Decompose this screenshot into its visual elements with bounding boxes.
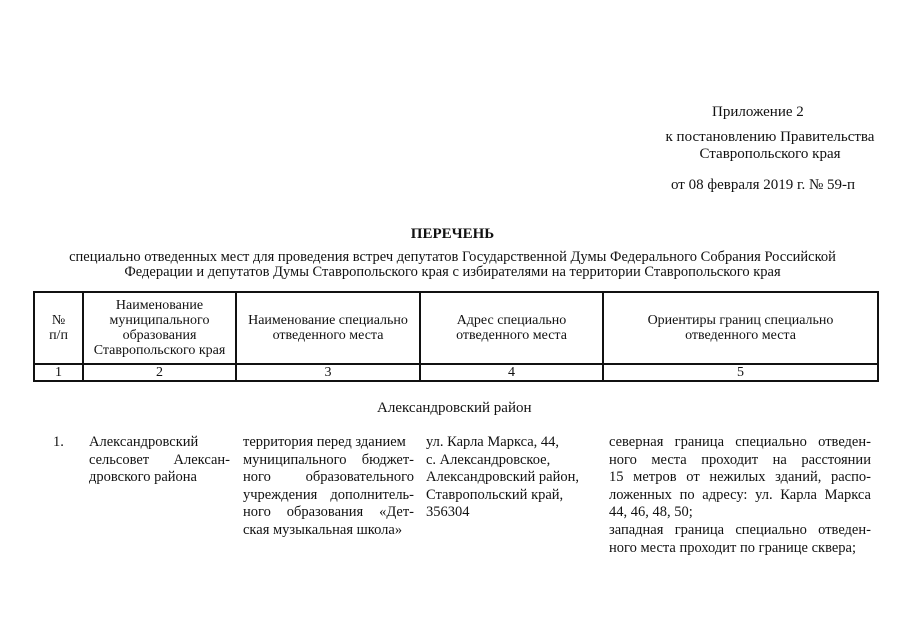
- text-line: Александровский район,: [426, 469, 579, 486]
- word: ного: [609, 451, 637, 468]
- column-number: 1: [34, 364, 83, 381]
- word: ская музыкальная школа»: [243, 521, 403, 538]
- word: ул.: [755, 486, 773, 503]
- text-line: [243, 469, 414, 487]
- word: от: [686, 469, 700, 486]
- text-line: [609, 469, 871, 487]
- word: специально: [735, 434, 807, 450]
- row-boundaries: [609, 434, 871, 557]
- word: учреждения: [243, 486, 318, 503]
- document-subtitle: [0, 250, 905, 280]
- appendix-resolution-line2: Ставропольского края: [699, 146, 841, 162]
- text-line: [609, 487, 871, 505]
- header-line: Наименование: [115, 298, 204, 313]
- header-line: Ставропольского края: [93, 343, 226, 358]
- text-line: [243, 487, 414, 505]
- word: северная: [609, 434, 664, 450]
- word: специально: [735, 521, 807, 538]
- word: муниципального: [243, 451, 347, 468]
- word: ного: [243, 504, 271, 521]
- word: «Дет-: [379, 504, 414, 521]
- word: бюджет-: [361, 451, 414, 468]
- column-number: 2: [83, 364, 236, 381]
- text-line: [243, 522, 414, 540]
- word: Маркса: [824, 486, 871, 503]
- word: распо-: [830, 469, 871, 486]
- header-municipality: [83, 292, 236, 364]
- word: метров: [633, 469, 677, 486]
- word: сельсовет: [89, 451, 150, 468]
- text-line: [609, 504, 871, 522]
- word: Алексан-: [173, 451, 230, 468]
- row-place-name: [243, 434, 414, 540]
- appendix-date-number: от 08 февраля 2019 г. № 59-п: [671, 177, 856, 193]
- text-line: 356304: [426, 504, 470, 521]
- word: отведен-: [818, 434, 871, 450]
- column-number: 4: [420, 364, 603, 381]
- word: Александровский: [89, 434, 199, 450]
- column-number-row: [34, 364, 878, 381]
- word: проходит: [701, 451, 759, 468]
- text-line: [609, 540, 871, 558]
- word: ложенных: [609, 486, 672, 503]
- header-line: Ориентиры границ специально: [647, 313, 834, 328]
- word: отведен-: [818, 521, 871, 538]
- header-line: Наименование специально: [248, 313, 408, 328]
- word: ного места проходит по границе сквера;: [609, 539, 856, 556]
- header-line: отведенного места: [456, 328, 567, 343]
- word: Карла: [780, 486, 817, 503]
- header-number: [34, 292, 83, 364]
- header-line: образования: [122, 328, 197, 343]
- appendix-resolution-line1: к постановлению Правительства: [665, 129, 875, 145]
- word: граница: [674, 434, 725, 450]
- word: дровского района: [89, 469, 197, 486]
- header-address: [420, 292, 603, 364]
- word: расстоянии: [801, 451, 871, 468]
- word: 44, 46, 48, 50;: [609, 504, 693, 521]
- text-line: [89, 434, 230, 452]
- row-municipality: [89, 434, 230, 487]
- header-place-name: [236, 292, 420, 364]
- document-subtitle-line2: Федерации и депутатов Думы Ставропольского края с избирателями на территории Ставропольского края: [124, 264, 781, 280]
- header-boundaries: [603, 292, 878, 364]
- word: зданий,: [775, 469, 822, 486]
- text-line: Ставропольский край,: [426, 486, 564, 503]
- word: места: [651, 451, 687, 468]
- word: ного: [243, 469, 271, 486]
- row-number: 1.: [53, 434, 64, 450]
- word: граница: [674, 521, 725, 538]
- text-line: [243, 452, 414, 470]
- header-line: п/п: [49, 328, 68, 343]
- appendix-label: Приложение 2: [712, 104, 804, 120]
- table-header-row: [34, 292, 878, 364]
- text-line: [243, 504, 414, 522]
- word: западная: [609, 521, 664, 538]
- header-line: отведенного места: [272, 328, 384, 343]
- text-line: [89, 452, 230, 470]
- places-table-header: [33, 291, 879, 382]
- text-line: ул. Карла Маркса, 44,: [426, 434, 560, 450]
- district-heading: Александровский район: [377, 400, 532, 416]
- header-line: отведенного места: [685, 328, 796, 343]
- text-line: [243, 434, 414, 452]
- word: дополнитель-: [330, 486, 414, 503]
- text-line: [609, 522, 871, 540]
- column-number: 5: [603, 364, 878, 381]
- word: по: [679, 486, 695, 503]
- word: адресу:: [702, 486, 748, 503]
- header-line: Адрес специально: [456, 313, 567, 328]
- text-line: с. Александровское,: [426, 451, 551, 468]
- text-line: [609, 434, 871, 452]
- text-line: [89, 469, 230, 487]
- word: образования: [286, 504, 364, 521]
- header-line: муниципального: [109, 313, 210, 328]
- appendix-resolution: [640, 129, 900, 163]
- word: образовательного: [305, 469, 414, 486]
- text-line: [609, 452, 871, 470]
- word: нежилых: [709, 469, 766, 486]
- document-subtitle-line1: специально отведенных мест для проведения встреч депутатов Государственной Думы Федерального Собрания Российской: [69, 249, 836, 265]
- row-address: [426, 434, 598, 522]
- word: территория перед зданием: [243, 434, 406, 450]
- document-title: ПЕРЕЧЕНЬ: [410, 226, 495, 242]
- word: на: [772, 451, 787, 468]
- column-number: 3: [236, 364, 420, 381]
- header-line: №: [51, 313, 66, 328]
- word: 15: [609, 469, 624, 486]
